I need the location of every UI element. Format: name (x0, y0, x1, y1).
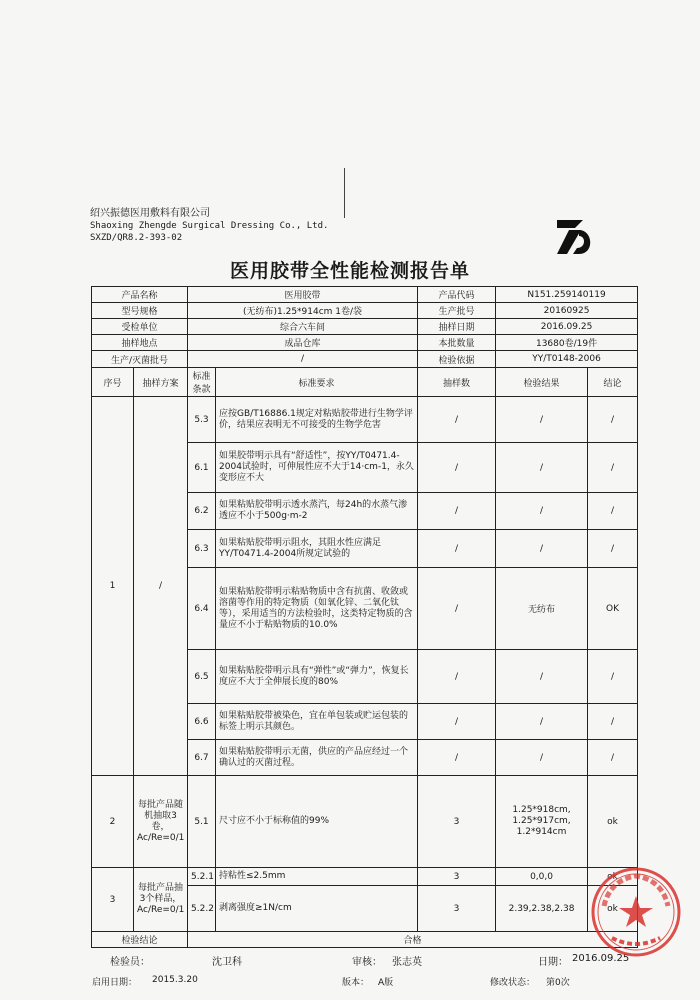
requirement-cell: 应按GB/T16886.1规定对粘贴胶带进行生物学评价，结果应表明无不可接受的生物学危害 (216, 397, 418, 443)
report-title: 医用胶带全性能检测报告单 (229, 260, 470, 282)
result-cell: / (496, 397, 588, 443)
result-cell: / (496, 530, 588, 568)
result-line: 1.25*917cm, (512, 816, 571, 826)
conclusion-cell: ok (588, 868, 638, 886)
qty-value: 13680卷/19件 (496, 335, 638, 351)
clause-cell: 6.2 (188, 493, 216, 530)
col-plan: 抽样方案 (134, 368, 188, 397)
product-name-value: 医用胶带 (188, 287, 418, 303)
sample-count-cell: 3 (418, 886, 496, 932)
conclusion-cell: / (588, 704, 638, 740)
sample-count-cell: / (418, 493, 496, 530)
sample-count-cell: / (418, 740, 496, 776)
clause-cell: 6.6 (188, 704, 216, 740)
report-table (91, 286, 638, 948)
clause-cell: 5.2.1 (188, 868, 216, 886)
clause-cell: 6.7 (188, 740, 216, 776)
requirement-cell: 持粘性≤2.5mm (216, 868, 418, 886)
verdict-row (92, 932, 638, 948)
info-row (92, 319, 638, 335)
dept-label: 受检单位 (92, 319, 188, 335)
col-clause: 标准条款 (188, 368, 216, 397)
spec-label: 型号规格 (92, 303, 188, 319)
version-label: 版本： (342, 978, 370, 988)
scan-mark (344, 168, 345, 218)
info-row (92, 303, 638, 319)
sterile-value: / (188, 351, 418, 368)
revision-value: 第0次 (546, 978, 570, 988)
company-seal-icon (590, 866, 682, 958)
conclusion-cell: / (588, 493, 638, 530)
basis-value: YY/T0148-2006 (496, 351, 638, 368)
date-label: 日期： (538, 957, 568, 968)
requirement-cell: 如果粘贴胶带明示阻水，其阻水性应满足YY/T0471.4-2004所规定试验的 (216, 530, 418, 568)
reviewer-label: 审核： (352, 957, 382, 968)
requirement-cell: 如果粘贴胶带明示无菌，供应的产品应经过一个确认过的灭菌过程。 (216, 740, 418, 776)
inspector-label: 检验员： (110, 957, 150, 968)
result-cell: / (496, 493, 588, 530)
clause-cell: 6.1 (188, 443, 216, 493)
basis-label: 检验依据 (418, 351, 496, 368)
verdict-label: 检验结论 (92, 932, 188, 948)
batch-value: 20160925 (496, 303, 638, 319)
group2-plan: 每批产品随机抽取3卷，Ac/Re=0/1 (134, 776, 188, 868)
location-label: 抽样地点 (92, 335, 188, 351)
clause-cell: 6.4 (188, 568, 216, 650)
conclusion-cell: ok (588, 886, 638, 932)
table-row (92, 868, 638, 886)
company-name-en: Shaoxing Zhengde Surgical Dressing Co., Ltd. (90, 221, 329, 231)
conclusion-cell: OK (588, 568, 638, 650)
requirement-cell: 如果粘贴胶带被染色，宜在单包装或贮运包装的标签上明示其颜色。 (216, 704, 418, 740)
inspector-name: 沈卫科 (212, 957, 242, 968)
col-no: 序号 (92, 368, 134, 397)
sample-date-value: 2016.09.25 (496, 319, 638, 335)
clause-cell: 6.3 (188, 530, 216, 568)
conclusion-cell: / (588, 397, 638, 443)
product-code-value: N151.259140119 (496, 287, 638, 303)
qty-label: 本批数量 (418, 335, 496, 351)
col-conclusion: 结论 (588, 368, 638, 397)
revision-label: 修改状态： (490, 978, 536, 988)
sample-count-cell: / (418, 568, 496, 650)
result-cell: / (496, 704, 588, 740)
version-value: A版 (378, 978, 394, 988)
result-line: 1.25*918cm, (512, 805, 571, 815)
requirement-cell: 如果粘贴胶带明示粘贴物质中含有抗菌、收敛或溶菌等作用的特定物质（如氧化锌、二氧化钛等），采用适当的方法检验时，这类特定物质的含量应不小于粘贴物质的10.0% (216, 568, 418, 650)
conclusion-cell: / (588, 740, 638, 776)
clause-cell: 5.1 (188, 776, 216, 868)
column-header-row (92, 368, 638, 397)
company-block (90, 208, 328, 244)
clause-cell: 5.3 (188, 397, 216, 443)
spec-value: (无纺布)1.25*914cm 1卷/袋 (188, 303, 418, 319)
conclusion-cell: / (588, 530, 638, 568)
sample-date-label: 抽样日期 (418, 319, 496, 335)
result-cell: 2.39,2.38,2.38 (496, 886, 588, 932)
info-row (92, 335, 638, 351)
result-cell: / (496, 443, 588, 493)
group3-no: 3 (92, 868, 134, 932)
document-code: SXZD/QR8.2-393-02 (90, 233, 183, 243)
sample-count-cell: / (418, 704, 496, 740)
result-cell: 0,0,0 (496, 868, 588, 886)
reviewer-name: 张志英 (392, 957, 422, 968)
verdict-value: 合格 (188, 932, 638, 948)
info-row (92, 287, 638, 303)
company-logo-icon (553, 214, 597, 258)
result-cell: / (496, 650, 588, 704)
table-row (92, 397, 638, 443)
location-value: 成品仓库 (188, 335, 418, 351)
sample-count-cell: 3 (418, 776, 496, 868)
sample-count-cell: / (418, 397, 496, 443)
requirement-cell: 如果胶带明示具有“舒适性”，按YY/T0471.4-2004试验时，可伸展性应不大于14·cm-1，永久变形应不大 (216, 443, 418, 493)
dept-value: 综合六车间 (188, 319, 418, 335)
table-row (92, 776, 638, 868)
result-line: 1.2*914cm (516, 827, 567, 837)
col-sample-count: 抽样数 (418, 368, 496, 397)
product-code-label: 产品代码 (418, 287, 496, 303)
requirement-cell: 剥离强度≥1N/cm (216, 886, 418, 932)
enable-date-value: 2015.3.20 (152, 975, 198, 985)
col-requirement: 标准要求 (216, 368, 418, 397)
date-value: 2016.09.25 (572, 953, 630, 964)
sample-count-cell: / (418, 650, 496, 704)
company-name-cn: 绍兴振德医用敷料有限公司 (90, 208, 210, 219)
sample-count-cell: 3 (418, 868, 496, 886)
conclusion-cell: / (588, 443, 638, 493)
enable-date-label: 启用日期： (92, 978, 138, 988)
sample-count-cell: / (418, 530, 496, 568)
product-name-label: 产品名称 (92, 287, 188, 303)
group1-no: 1 (92, 397, 134, 776)
result-cell (496, 776, 588, 868)
requirement-cell: 尺寸应不小于标称值的99% (216, 776, 418, 868)
requirement-cell: 如果粘贴胶带明示具有“弹性”或“弹力”，恢复长度应不大于全伸展长度的80% (216, 650, 418, 704)
col-result: 检验结果 (496, 368, 588, 397)
group1-plan: / (134, 397, 188, 776)
result-cell: / (496, 740, 588, 776)
group2-no: 2 (92, 776, 134, 868)
batch-label: 生产批号 (418, 303, 496, 319)
sterile-label: 生产/灭菌批号 (92, 351, 188, 368)
conclusion-cell: ok (588, 776, 638, 868)
result-cell: 无纺布 (496, 568, 588, 650)
info-row (92, 351, 638, 368)
clause-cell: 5.2.2 (188, 886, 216, 932)
group3-plan: 每批产品抽3个样品，Ac/Re=0/1 (134, 868, 188, 932)
requirement-cell: 如果粘贴胶带明示透水蒸汽，每24h的水蒸气渗透应不小于500g·m-2 (216, 493, 418, 530)
clause-cell: 6.5 (188, 650, 216, 704)
sample-count-cell: / (418, 443, 496, 493)
conclusion-cell: / (588, 650, 638, 704)
